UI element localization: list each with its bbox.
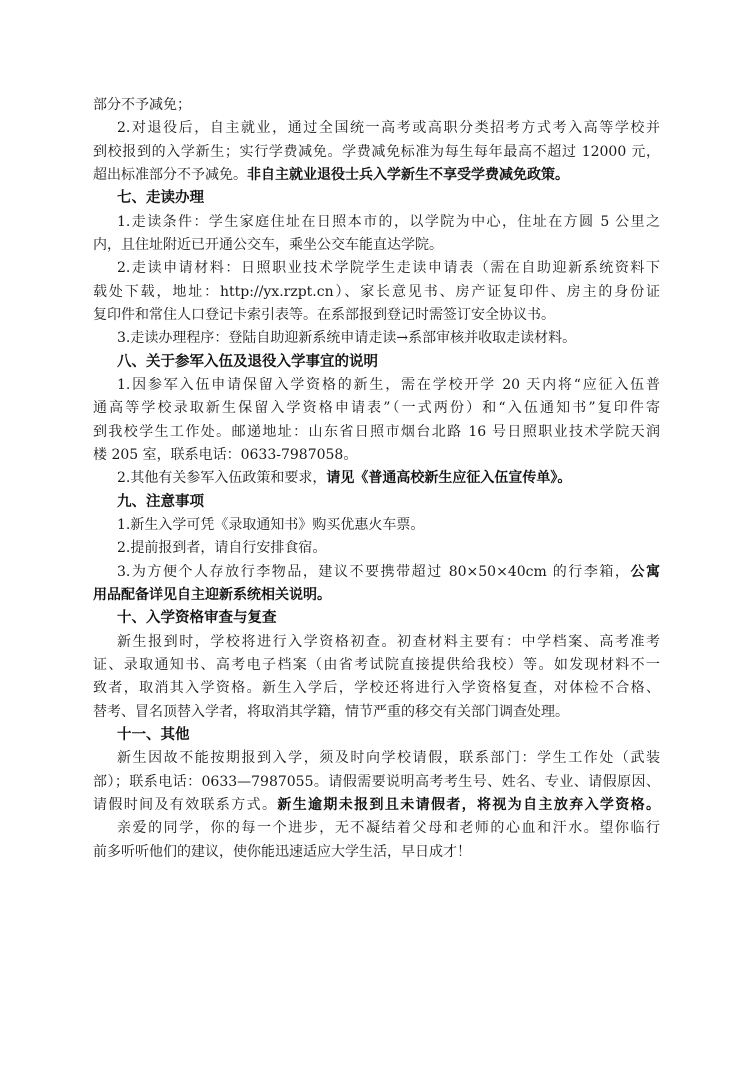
document-body — [93, 94, 660, 864]
paragraph — [93, 257, 660, 327]
text-line — [93, 677, 660, 700]
text-line — [93, 817, 660, 840]
text-line — [93, 841, 660, 864]
line-text: 部分不予减免； — [93, 97, 191, 113]
line-text: 到校报到的入学新生；实行学费减免。学费减免标准为每生每年最高不超过 12000 元， — [93, 143, 660, 160]
paragraph — [93, 817, 660, 864]
text-line — [93, 444, 660, 467]
text-line — [93, 281, 660, 304]
line-text: 2.其他有关参军入伍政策和要求， — [117, 470, 327, 487]
text-line — [93, 584, 660, 607]
line-text: 新生报到时，学校将进行入学资格初查。初查材料主要有：中学档案、高考准考 — [117, 633, 660, 650]
line-text: 载处下载，地址：http://yx.rzpt.cn）、家长意见书、房产证复印件、房主的身份证 — [93, 283, 660, 300]
text-line — [93, 747, 660, 770]
text-line — [93, 374, 660, 397]
paragraph — [93, 747, 660, 817]
bold-text: 用品配备详见自主迎新系统相关说明。 — [93, 586, 331, 603]
line-text: 1.走读条件：学生家庭住址在日照本市的，以学院为中心，住址在方圆 5 公里之 — [117, 213, 660, 230]
section-heading: 十、入学资格审查与复查 — [117, 610, 277, 627]
paragraph — [93, 537, 660, 560]
paragraph — [93, 514, 660, 537]
text-line — [93, 421, 660, 444]
text-line — [93, 561, 660, 584]
line-text: 超出标准部分不予减免。 — [93, 166, 247, 183]
text-line — [93, 794, 660, 817]
section-heading: 十一、其他 — [117, 726, 190, 743]
section-heading: 九、注意事项 — [117, 493, 204, 510]
text-line — [93, 327, 660, 350]
line-text: 请假时间及有效联系方式。 — [93, 796, 278, 813]
section-heading: 八、关于参军入伍及退役入学事宜的说明 — [117, 353, 378, 370]
line-text: 1.因参军入伍申请保留入学资格的新生，需在学校开学 20 天内将“应征入伍普 — [117, 376, 660, 393]
line-text: 楼 205 室，联系电话：0633-7987058。 — [93, 446, 358, 463]
line-text: 2.对退役后，自主就业，通过全国统一高考或高职分类招考方式考入高等学校并 — [117, 120, 660, 137]
paragraph — [93, 117, 660, 187]
paragraph — [93, 94, 660, 117]
paragraph — [93, 327, 660, 350]
line-text: 亲爱的同学，你的每一个进步，无不凝结着父母和老师的心血和汗水。望你临行 — [117, 820, 660, 837]
line-text: 内，且住址附近已开通公交车，乘坐公交车能直达学院。 — [93, 236, 443, 253]
bold-text: 非自主就业退役士兵入学新生不享受学费减免政策。 — [247, 166, 569, 183]
section-heading: 七、走读办理 — [117, 190, 204, 207]
paragraph — [93, 631, 660, 724]
bold-text: 新生逾期未报到且未请假者，将视为自主放弃入学资格。 — [277, 796, 661, 813]
line-text: 1.新生入学可凭《录取通知书》购买优惠火车票。 — [117, 516, 425, 533]
line-text: 到我校学生工作处。邮递地址：山东省日照市烟台北路 16 号日照职业技术学院天润 — [93, 423, 660, 440]
text-line — [93, 257, 660, 280]
text-line — [93, 537, 660, 560]
text-line — [93, 701, 660, 724]
text-line — [93, 117, 660, 140]
paragraph — [93, 374, 660, 467]
bold-text: 请见《普通高校新生应征入伍宣传单》。 — [326, 470, 572, 487]
paragraph — [93, 561, 660, 608]
text-line — [93, 141, 660, 164]
bold-text: 公寓 — [630, 563, 661, 580]
line-text: 替考、冒名顶替入学者，将取消其学籍，情节严重的移交有关部门调查处理。 — [93, 703, 569, 720]
line-text: 复印件和常住人口登记卡索引表等。在系部报到登记时需签订安全协议书。 — [93, 306, 555, 323]
text-line — [93, 654, 660, 677]
paragraph — [93, 467, 660, 490]
line-text: 通高等学校录取新生保留入学资格申请表”（一式两份）和“入伍通知书”复印件寄 — [93, 400, 660, 417]
line-text: 部）；联系电话：0633—7987055。请假需要说明高考考生号、姓名、专业、请假原因、 — [93, 773, 660, 790]
text-line — [93, 631, 660, 654]
line-text: 前多听听他们的建议，使你能迅速适应大学生活，早日成才！ — [93, 843, 471, 860]
line-text: 3.走读办理程序：登陆自助迎新系统申请走读→系部审核并收取走读材料。 — [117, 330, 577, 347]
line-text: 3.为方便个人存放行李物品，建议不要携带超过 80×50×40cm 的行李箱， — [117, 563, 631, 580]
text-line — [93, 164, 660, 187]
text-line — [93, 304, 660, 327]
text-line — [93, 94, 660, 117]
text-line — [93, 234, 660, 257]
line-text: 证、录取通知书、高考电子档案（由省考试院直接提供给我校）等。如发现材料不一 — [93, 656, 660, 673]
line-text: 致者，取消其入学资格。新生入学后，学校还将进行入学资格复查，对体检不合格、 — [93, 680, 660, 697]
paragraph — [93, 211, 660, 258]
text-line — [93, 771, 660, 794]
line-text: 2.走读申请材料：日照职业技术学院学生走读申请表（需在自助迎新系统资料下 — [117, 260, 660, 277]
text-line — [93, 397, 660, 420]
line-text: 新生因故不能按期报到入学，须及时向学校请假，联系部门：学生工作处（武装 — [117, 750, 660, 767]
text-line — [93, 211, 660, 234]
text-line — [93, 467, 660, 490]
text-line — [93, 514, 660, 537]
line-text: 2.提前报到者，请自行安排食宿。 — [117, 540, 327, 557]
